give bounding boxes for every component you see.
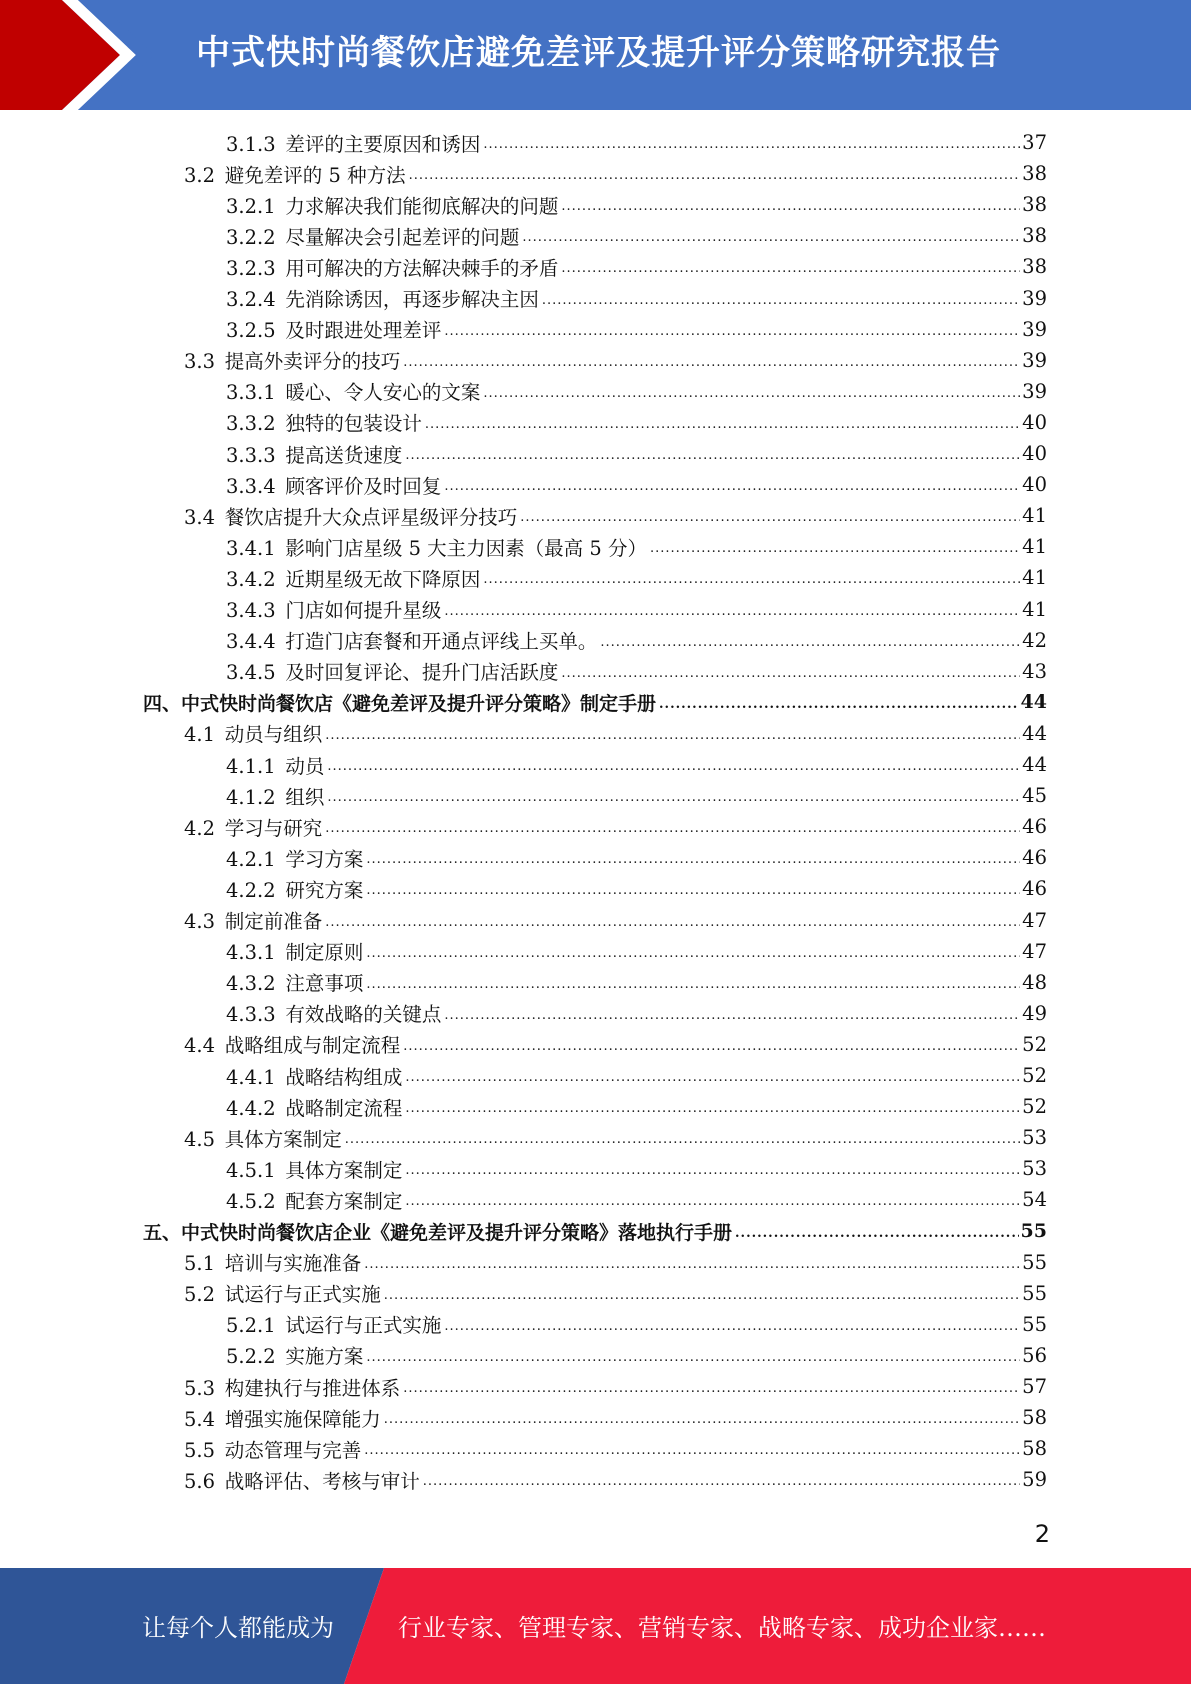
toc-entry-page: 40 [1022,442,1047,465]
toc-entry-label [184,1248,361,1276]
toc-entry-page: 38 [1022,162,1047,186]
toc-entry-label [226,782,324,810]
toc-entry-title: 动员 [285,754,325,778]
toc-entry[interactable] [184,905,1047,936]
toc-entry-number: 4.4 [184,1034,216,1058]
toc-entry-number: 3.2.1 [226,194,276,218]
toc-entry-number: 4.2.1 [226,847,276,871]
toc-dot-leader [366,1350,1020,1371]
toc-entry-page: 54 [1022,1188,1047,1212]
toc-entry[interactable] [226,220,1047,251]
toc-entry-number: 4.5 [184,1127,216,1151]
toc-entry-title: 战略制定流程 [285,1096,403,1120]
toc-entry-label [184,1279,381,1307]
toc-dot-leader [327,790,1020,811]
toc-entry-number: 3.4.3 [226,599,276,622]
toc-entry-page: 49 [1022,1001,1047,1025]
toc-entry-label [226,875,363,903]
toc-entry-label [143,689,656,716]
toc-entry-page: 39 [1022,317,1047,341]
toc-entry-page: 38 [1022,193,1047,217]
page-footer [0,1568,1191,1684]
toc-entry-page: 38 [1022,224,1047,248]
toc-entry-page: 58 [1022,1406,1047,1430]
footer-slogan-left: 让每个人都能成为 [142,1614,334,1642]
toc-entry[interactable] [184,1402,1047,1433]
toc-entry[interactable] [226,314,1047,345]
toc-entry-number: 4.5.1 [226,1158,276,1182]
toc-entry[interactable] [226,625,1047,656]
toc-dot-leader [561,666,1020,687]
toc-entry[interactable] [226,531,1047,562]
toc-entry-number: 3.3 [184,350,216,374]
toc-dot-leader [403,1039,1020,1060]
toc-dot-leader [659,697,1019,718]
toc-entry[interactable] [226,1060,1047,1091]
toc-entry-number: 4.3.1 [226,941,276,965]
toc-entry-page: 46 [1022,877,1047,901]
toc-entry-title: 中式快时尚餐饮店《避免差评及提升评分策略》制定手册 [181,692,657,715]
toc-entry-number: 4.2.2 [226,878,276,902]
toc-entry[interactable] [226,251,1047,282]
toc-entry-title: 配套方案制定 [285,1189,403,1213]
toc-dot-leader [384,1412,1020,1433]
toc-entry-title: 近期星级无故下降原因 [285,567,481,591]
toc-entry-number: 3.4.5 [226,661,276,685]
toc-entry[interactable] [184,718,1047,749]
toc-entry[interactable] [226,1309,1047,1340]
toc-entry-label [226,377,480,405]
toc-entry-page: 55 [1022,1250,1047,1274]
toc-entry-title: 动员与组织 [224,723,323,747]
toc-entry-page: 40 [1022,410,1047,434]
toc-dot-leader [403,355,1020,376]
toc-entry-page: 55 [1022,1281,1047,1305]
toc-entry-page: 42 [1022,628,1047,652]
toc-entry-page: 37 [1022,131,1047,154]
toc-entry-label [184,1124,342,1152]
toc-dot-leader [405,1101,1020,1122]
toc-entry-number: 四、 [143,692,182,715]
toc-entry-label [226,1341,363,1369]
toc-entry-title: 尽量解决会引起差评的问题 [285,225,520,249]
toc-entry-title: 打造门店套餐和开通点评线上买单。 [285,630,598,654]
footer-slogan-right: 行业专家、管理专家、营销专家、战略专家、成功企业家…… [398,1614,1046,1642]
toc-entry-title: 独特的包装设计 [285,412,422,436]
toc-entry-page: 41 [1022,566,1047,590]
toc-entry-label [226,1062,402,1090]
toc-entry-number: 4.4.2 [226,1096,276,1120]
toc-entry-label [226,440,402,468]
toc-entry[interactable] [226,873,1047,904]
toc-entry[interactable] [143,687,1047,718]
toc-entry-title: 学习与研究 [224,816,323,840]
toc-entry-title: 试运行与正式实施 [285,1314,442,1338]
toc-entry-number: 3.3.4 [226,474,276,498]
toc-entry-label [226,1155,402,1183]
toc-entry-page: 41 [1022,504,1047,528]
toc-entry-number: 3.1.3 [226,132,276,156]
toc-dot-leader [364,1443,1020,1464]
toc-entry-label [143,1218,732,1245]
toc-entry[interactable] [226,407,1047,438]
toc-entry-label [226,471,441,499]
toc-entry-title: 中式快时尚餐饮店企业《避免差评及提升评分策略》落地执行手册 [181,1221,733,1244]
toc-entry-number: 5.6 [184,1469,216,1493]
toc-dot-leader [325,728,1020,749]
toc-entry-number: 4.1 [184,723,216,747]
toc-entry-title: 战略结构组成 [285,1065,403,1089]
toc-entry-page: 38 [1022,255,1047,279]
toc-entry-label [184,1404,381,1432]
toc-entry[interactable] [184,1278,1047,1309]
toc-entry-number: 5.2.2 [226,1345,276,1369]
toc-entry-title: 用可解决的方法解决棘手的矛盾 [285,256,559,280]
toc-entry-title: 提高外卖评分的技巧 [224,350,401,374]
toc-entry-label [226,129,480,157]
toc-entry-title: 餐饮店提升大众点评星级评分技巧 [224,505,518,529]
toc-entry-label [184,1435,361,1463]
toc-dot-leader [327,759,1020,780]
toc-entry[interactable] [184,158,1047,189]
toc-entry-title: 培训与实施准备 [224,1252,362,1276]
toc-entry-page: 46 [1022,846,1047,870]
toc-entry-title: 构建执行与推进体系 [224,1376,401,1400]
toc-dot-leader [561,199,1020,220]
toc-dot-leader [423,1474,1020,1495]
toc-entry[interactable] [184,1247,1047,1278]
toc-entry-title: 门店如何提升星级 [285,599,442,622]
toc-entry[interactable] [184,1122,1047,1153]
toc-entry[interactable] [226,283,1047,314]
toc-entry-number: 3.4 [184,505,216,529]
toc-dot-leader [522,230,1020,251]
toc-entry-number: 5.5 [184,1438,216,1462]
toc-entry-label [226,626,597,654]
toc-entry[interactable] [143,1216,1047,1247]
toc-entry-title: 具体方案制定 [285,1158,403,1182]
toc-entry-page: 43 [1022,659,1047,683]
toc-entry-page: 47 [1022,908,1047,932]
toc-entry[interactable] [184,1371,1047,1402]
toc-entry-page: 58 [1022,1437,1047,1461]
toc-entry[interactable] [226,1184,1047,1215]
toc-dot-leader [735,1226,1019,1247]
toc-entry-page: 41 [1022,597,1047,621]
toc-entry-label [184,719,322,747]
toc-entry-title: 力求解决我们能彻底解决的问题 [285,194,559,218]
toc-entry-title: 实施方案 [285,1345,364,1369]
toc-entry-title: 具体方案制定 [224,1127,342,1151]
toc-entry-title: 战略组成与制定流程 [224,1034,401,1058]
toc-entry-number: 3.2.3 [226,256,276,280]
toc-dot-leader [364,1257,1020,1278]
toc-entry[interactable] [226,998,1047,1029]
toc-entry-title: 制定前准备 [224,910,323,933]
toc-dot-leader [650,541,1020,562]
toc-entry[interactable] [226,1091,1047,1122]
toc-dot-leader [444,604,1020,625]
toc-entry-label [226,999,441,1027]
toc-dot-leader [444,479,1020,500]
toc-entry[interactable] [184,1433,1047,1464]
toc-entry-number: 3.2.4 [226,288,276,311]
toc-entry-title: 试运行与正式实施 [224,1283,381,1307]
toc-entry-title: 组织 [285,785,325,809]
toc-entry-page: 59 [1022,1468,1047,1492]
toc-dot-leader [409,168,1021,189]
toc-dot-leader [384,1288,1020,1309]
toc-entry-label [226,1310,441,1338]
toc-dot-leader [425,417,1020,438]
toc-entry-label [226,595,441,623]
toc-entry[interactable] [184,1029,1047,1060]
toc-dot-leader [561,261,1020,282]
toc-entry-label [226,751,324,779]
toc-entry[interactable] [226,842,1047,873]
toc-entry-number: 4.3 [184,910,216,933]
toc-entry-label [226,315,441,343]
toc-dot-leader [325,915,1020,936]
toc-entry-page: 48 [1022,970,1047,994]
page-number: 2 [1034,1520,1050,1548]
toc-entry[interactable] [226,936,1047,967]
toc-entry-page: 47 [1022,939,1047,963]
toc-entry-page: 53 [1022,1157,1047,1181]
toc-dot-leader [600,635,1020,656]
toc-entry[interactable] [226,594,1047,625]
toc-entry-title: 制定原则 [285,941,364,965]
toc-entry-title: 有效战略的关键点 [285,1003,442,1027]
toc-entry-title: 顾客评价及时回复 [285,474,442,498]
toc-entry-number: 3.4.1 [226,536,276,560]
toc-entry-label [184,906,322,934]
toc-dot-leader [483,572,1020,593]
toc-entry-number: 5.2.1 [226,1314,276,1338]
toc-entry[interactable] [226,438,1047,469]
toc-entry-title: 增强实施保障能力 [224,1407,381,1431]
toc-entry-label [184,813,322,841]
toc-entry-title: 影响门店星级 5 大主力因素（最高 5 分） [285,536,647,560]
toc-entry[interactable] [226,749,1047,780]
toc-entry-page: 39 [1022,286,1047,310]
toc-dot-leader [405,1163,1020,1184]
toc-entry-page: 39 [1022,379,1047,403]
toc-entry-title: 研究方案 [285,878,364,902]
toc-entry-title: 提高送货速度 [285,443,403,467]
toc-entry-number: 4.5.2 [226,1189,276,1213]
toc-entry-number: 五、 [143,1221,182,1244]
toc-entry-label [226,1186,402,1214]
toc-entry[interactable] [226,780,1047,811]
toc-entry-page: 44 [1022,721,1047,745]
toc-entry-label [184,1373,400,1401]
toc-entry-label [226,222,519,250]
toc-entry-number: 3.3.2 [226,412,276,436]
toc-dot-leader [520,510,1020,531]
toc-entry[interactable] [226,562,1047,593]
toc-entry[interactable] [226,469,1047,500]
toc-entry-page: 46 [1022,815,1047,839]
toc-entry-number: 4.3.3 [226,1003,276,1027]
toc-entry-title: 动态管理与完善 [224,1438,362,1462]
toc-entry[interactable] [184,1464,1047,1495]
toc-entry-page: 52 [1022,1095,1047,1119]
toc-dot-leader [403,1381,1020,1402]
toc-entry-label [226,968,363,996]
toc-dot-leader [444,1319,1020,1340]
toc-entry-title: 差评的主要原因和诱因 [285,132,481,156]
toc-entry-number: 3.4.2 [226,567,276,591]
toc-dot-leader [542,293,1020,314]
toc-entry-label [226,533,647,561]
toc-entry-page: 39 [1022,348,1047,372]
toc-entry-label [184,502,517,530]
toc-dot-leader [405,448,1020,469]
toc-entry-number: 3.2.2 [226,225,276,249]
toc-entry-number: 5.3 [184,1376,216,1400]
toc-entry-title: 注意事项 [285,972,364,996]
toc-entry-page: 56 [1022,1343,1047,1367]
toc-entry-page: 44 [1022,753,1047,776]
toc-dot-leader [345,1132,1020,1153]
toc-entry-page: 41 [1022,535,1047,559]
report-title: 中式快时尚餐饮店避免差评及提升评分策略研究报告 [196,33,1001,73]
toc-entry-label [226,937,363,965]
toc-entry-number: 4.1.1 [226,754,276,778]
toc-entry-number: 3.4.4 [226,630,276,654]
toc-entry-number: 5.1 [184,1252,216,1276]
toc-entry-label [226,253,558,281]
toc-entry[interactable] [226,967,1047,998]
toc-entry[interactable] [226,1153,1047,1184]
toc-entry[interactable] [226,656,1047,687]
toc-entry-title: 学习方案 [285,847,364,871]
toc-entry-number: 3.2 [184,163,216,187]
toc-entry-label [226,284,539,312]
toc-dot-leader [366,977,1020,998]
toc-dot-leader [405,1194,1020,1215]
toc-entry[interactable] [184,345,1047,376]
toc-entry-number: 3.3.1 [226,381,276,405]
toc-entry-page: 52 [1022,1032,1047,1056]
toc-entry-number: 4.3.2 [226,972,276,996]
toc-entry-title: 及时跟进处理差评 [285,319,442,343]
toc-entry-page: 55 [1020,1220,1047,1242]
toc-dot-leader [405,1070,1020,1091]
toc-dot-leader [366,946,1020,967]
toc-entry-number: 4.2 [184,816,216,840]
toc-dot-leader [444,1008,1020,1029]
toc-entry-number: 4.4.1 [226,1065,276,1089]
toc-entry-page: 44 [1020,691,1047,714]
toc-entry-label [184,1030,400,1058]
toc-entry-label [226,408,422,436]
toc-entry-label [226,657,558,685]
toc-dot-leader [483,137,1020,158]
toc-entry[interactable] [184,500,1047,531]
toc-entry-page: 53 [1022,1126,1047,1150]
toc-entry-number: 3.2.5 [226,319,276,343]
toc-dot-leader [366,852,1020,873]
toc-dot-leader [366,883,1020,904]
toc-entry-number: 5.4 [184,1407,216,1431]
toc-dot-leader [444,324,1020,345]
toc-dot-leader [483,386,1020,407]
toc-entry-label [226,564,480,592]
toc-entry-label [226,844,363,872]
toc-entry[interactable] [184,811,1047,842]
toc-entry-number: 5.2 [184,1283,216,1307]
toc-entry-page: 40 [1022,473,1047,497]
toc-entry-label [226,1093,402,1121]
toc-entry-title: 先消除诱因，再逐步解决主因 [285,288,539,311]
toc-entry-number: 3.3.3 [226,443,276,467]
toc-entry[interactable] [226,127,1047,158]
toc-entry-label [184,160,406,188]
toc-entry-title: 及时回复评论、提升门店活跃度 [285,661,559,685]
toc-entry-page: 57 [1022,1375,1047,1398]
toc-entry-title: 避免差评的 5 种方法 [224,163,406,187]
toc-entry-title: 战略评估、考核与审计 [224,1469,420,1493]
toc-entry-label [184,346,400,374]
toc-entry-page: 52 [1022,1064,1047,1087]
toc-entry-page: 45 [1022,784,1047,808]
toc-dot-leader [325,821,1020,842]
toc-entry-number: 4.1.2 [226,785,276,809]
toc-entry-label [226,191,558,219]
toc-entry[interactable] [226,376,1047,407]
toc-entry-label [184,1466,420,1494]
page-header [0,0,1191,110]
toc-entry-title: 暖心、令人安心的文案 [285,381,481,405]
toc-entry-page: 55 [1022,1312,1047,1336]
toc-entry[interactable] [226,1340,1047,1371]
toc-entry[interactable] [226,189,1047,220]
